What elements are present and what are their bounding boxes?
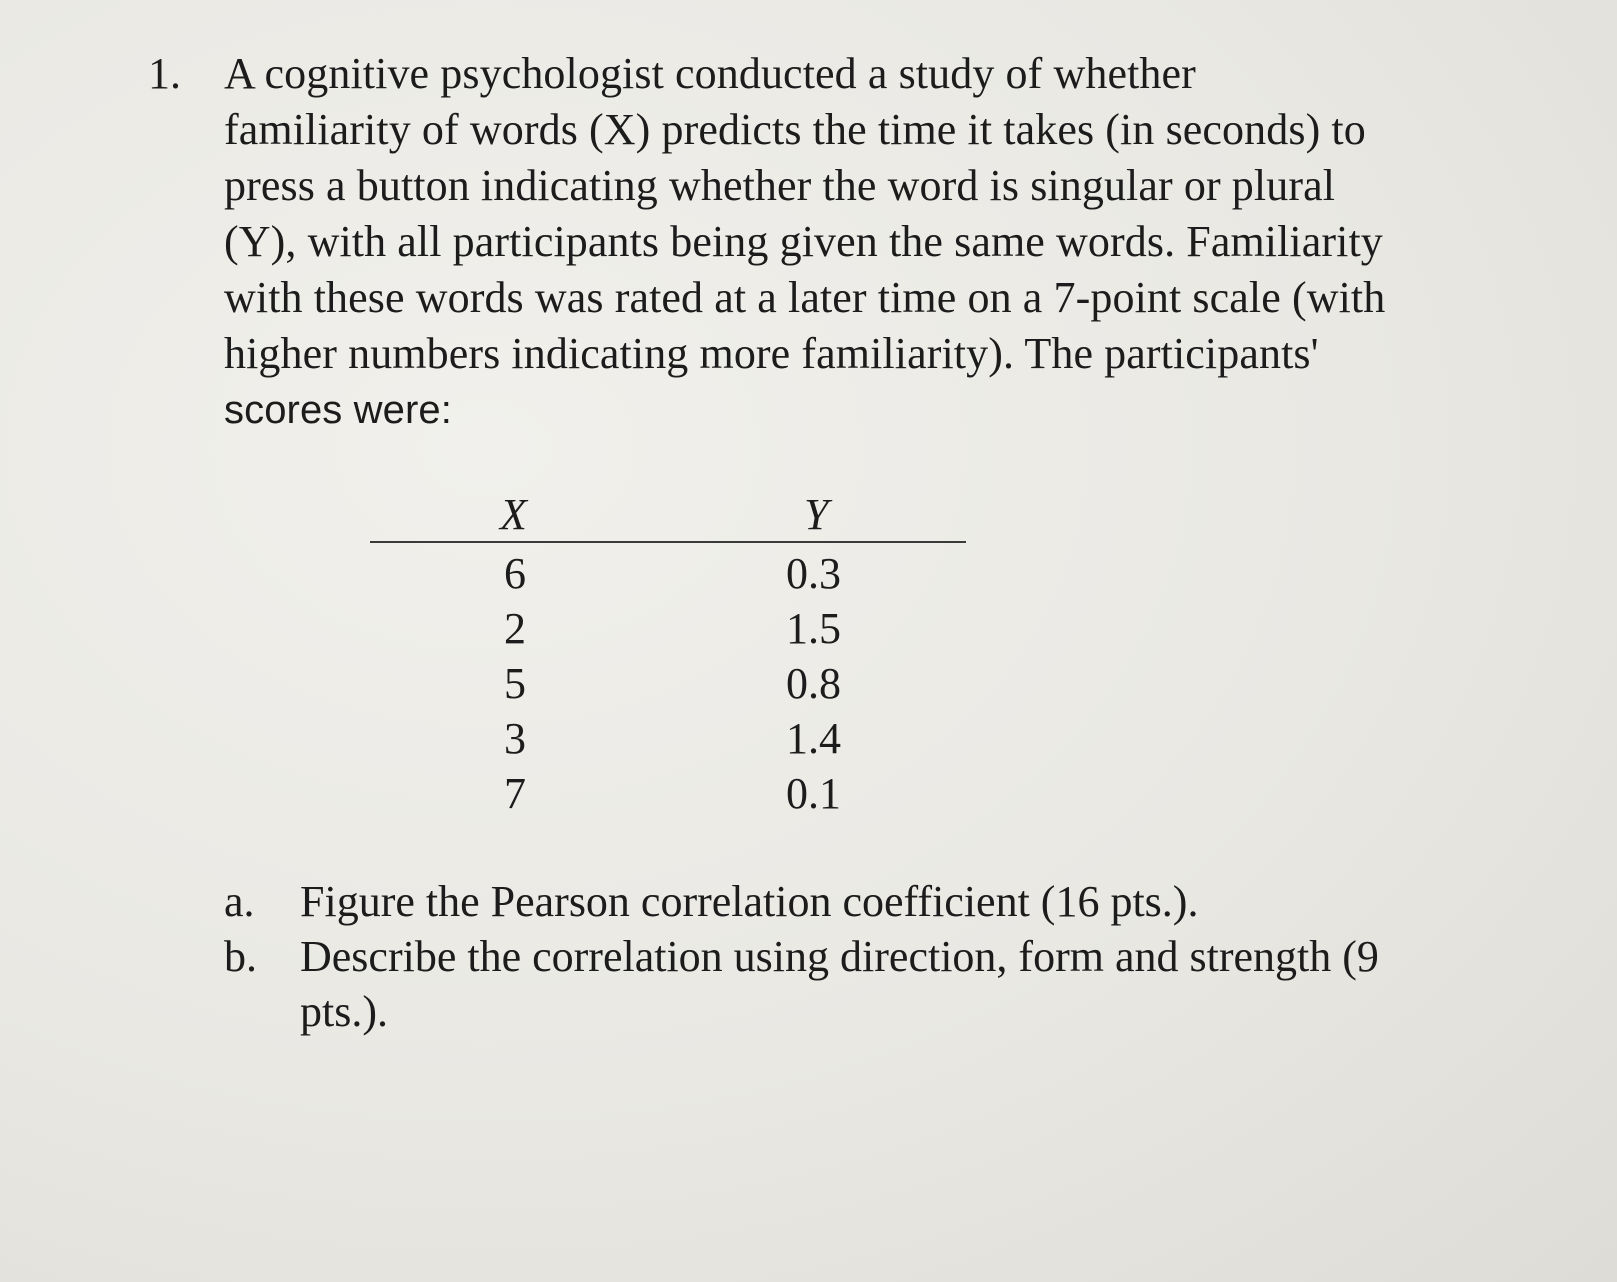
header-rule <box>370 541 966 543</box>
part-line: Describe the correlation using direction, form and strength (9 <box>300 932 1379 981</box>
question-line: scores were: <box>224 388 452 432</box>
column-header-y: Y <box>804 490 829 539</box>
question-line: press a button indicating whether the word is singular or plural <box>224 161 1336 210</box>
part-a <box>224 874 1524 929</box>
table-row <box>370 766 966 821</box>
cell-x: 5 <box>504 659 526 708</box>
part-line: Figure the Pearson correlation coefficient (16 pts.). <box>300 877 1199 926</box>
table-row <box>370 546 966 601</box>
question-parts <box>224 874 1524 1039</box>
column-header-x: X <box>500 490 527 539</box>
cell-y: 1.5 <box>786 604 841 653</box>
question-text <box>224 46 1524 438</box>
table-body <box>370 546 966 821</box>
cell-y: 0.1 <box>786 769 841 818</box>
question-line: familiarity of words (X) predicts the time it takes (in seconds) to <box>224 105 1366 154</box>
cell-y: 0.3 <box>786 549 841 598</box>
part-b <box>224 929 1524 1039</box>
table-row <box>370 656 966 711</box>
table-row <box>370 601 966 656</box>
part-text <box>300 874 1524 929</box>
cell-y: 1.4 <box>786 714 841 763</box>
cell-x: 2 <box>504 604 526 653</box>
table-row <box>370 711 966 766</box>
question-line: A cognitive psychologist conducted a study of whether <box>224 49 1196 98</box>
cell-x: 7 <box>504 769 526 818</box>
part-letter: b. <box>224 932 257 981</box>
part-line: pts.). <box>300 987 388 1036</box>
cell-x: 3 <box>504 714 526 763</box>
part-letter: a. <box>224 877 255 926</box>
cell-x: 6 <box>504 549 526 598</box>
cell-y: 0.8 <box>786 659 841 708</box>
part-text <box>300 929 1524 1039</box>
question-line: higher numbers indicating more familiarity). The participants' <box>224 329 1319 378</box>
question-line: with these words was rated at a later time on a 7-point scale (with <box>224 273 1386 322</box>
question-number: 1. <box>148 49 181 98</box>
question-line: (Y), with all participants being given the same words. Familiarity <box>224 217 1383 266</box>
